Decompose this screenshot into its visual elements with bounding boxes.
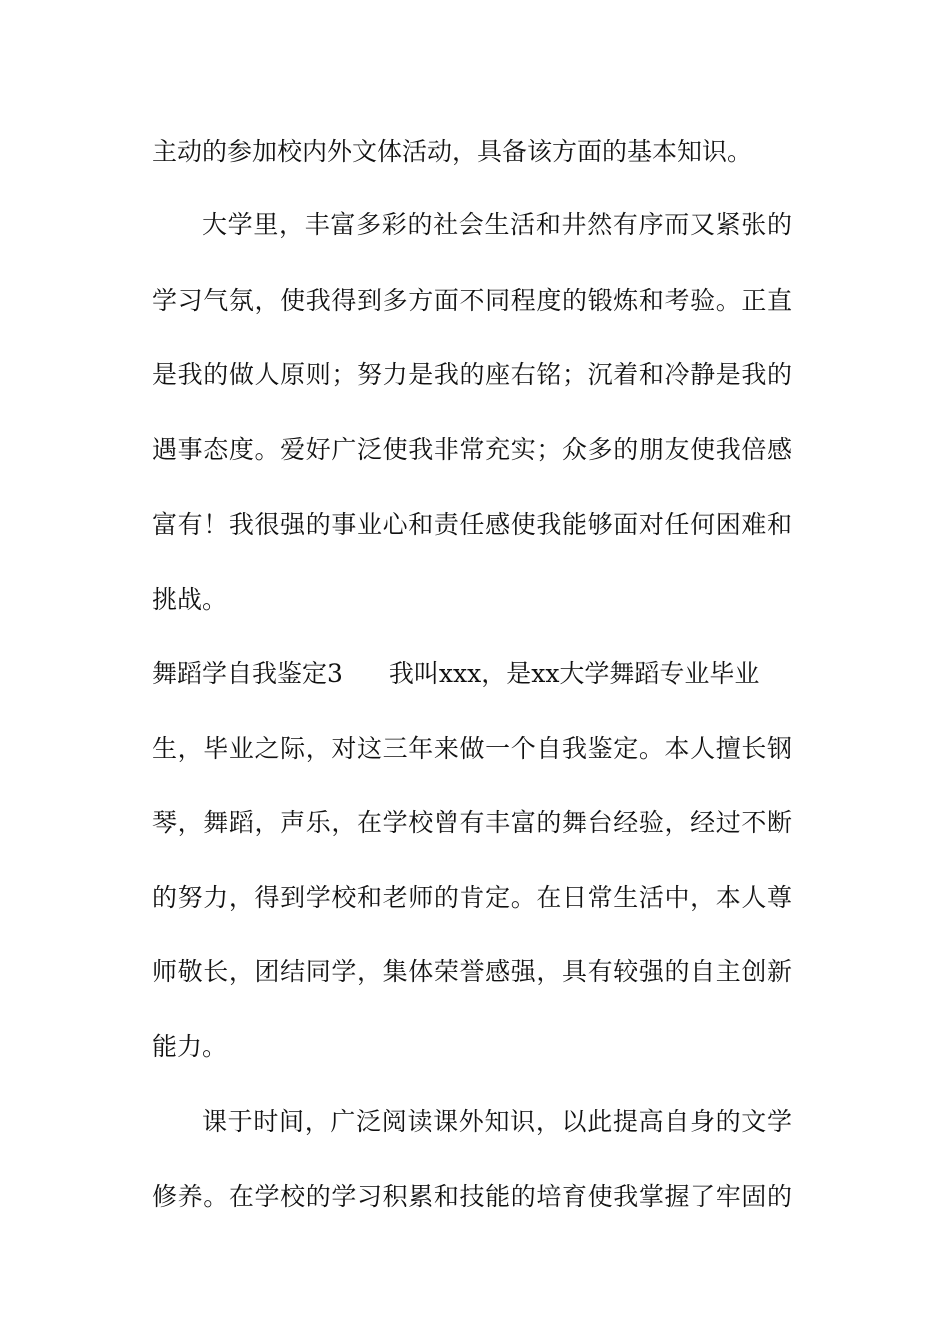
paragraph-line: 的努力，得到学校和老师的肯定。在日常生活中，本人尊	[152, 883, 792, 912]
paragraph-line: 主动的参加校内外文体活动，具备该方面的基本知识。	[152, 137, 753, 166]
paragraph-line: 生，毕业之际，对这三年来做一个自我鉴定。本人擅长钢	[152, 734, 792, 763]
section-first-line: 我叫xxx，是xx大学舞蹈专业毕业	[388, 659, 760, 688]
paragraph-line: 能力。	[152, 1032, 228, 1061]
paragraph-line: 挑战。	[152, 585, 228, 614]
paragraph-line: 遇事态度。爱好广泛使我非常充实；众多的朋友使我倍感	[152, 435, 792, 464]
paragraph-line: 大学里，丰富多彩的社会生活和井然有序而又紧张的	[202, 210, 792, 239]
paragraph-line: 富有！我很强的事业心和责任感使我能够面对任何困难和	[152, 510, 792, 539]
section-heading: 舞蹈学自我鉴定3	[152, 659, 343, 688]
paragraph-line: 修养。在学校的学习积累和技能的培育使我掌握了牢固的	[152, 1182, 792, 1211]
paragraph-line: 师敬长，团结同学，集体荣誉感强，具有较强的自主创新	[152, 957, 792, 986]
paragraph-line: 是我的做人原则；努力是我的座右铭；沉着和冷静是我的	[152, 360, 792, 389]
paragraph-line: 琴，舞蹈，声乐，在学校曾有丰富的舞台经验，经过不断	[152, 808, 792, 837]
paragraph-line: 课于时间，广泛阅读课外知识，以此提高自身的文学	[202, 1107, 792, 1136]
paragraph-line: 学习气氛，使我得到多方面不同程度的锻炼和考验。正直	[152, 286, 792, 315]
section-heading-line	[152, 654, 792, 694]
